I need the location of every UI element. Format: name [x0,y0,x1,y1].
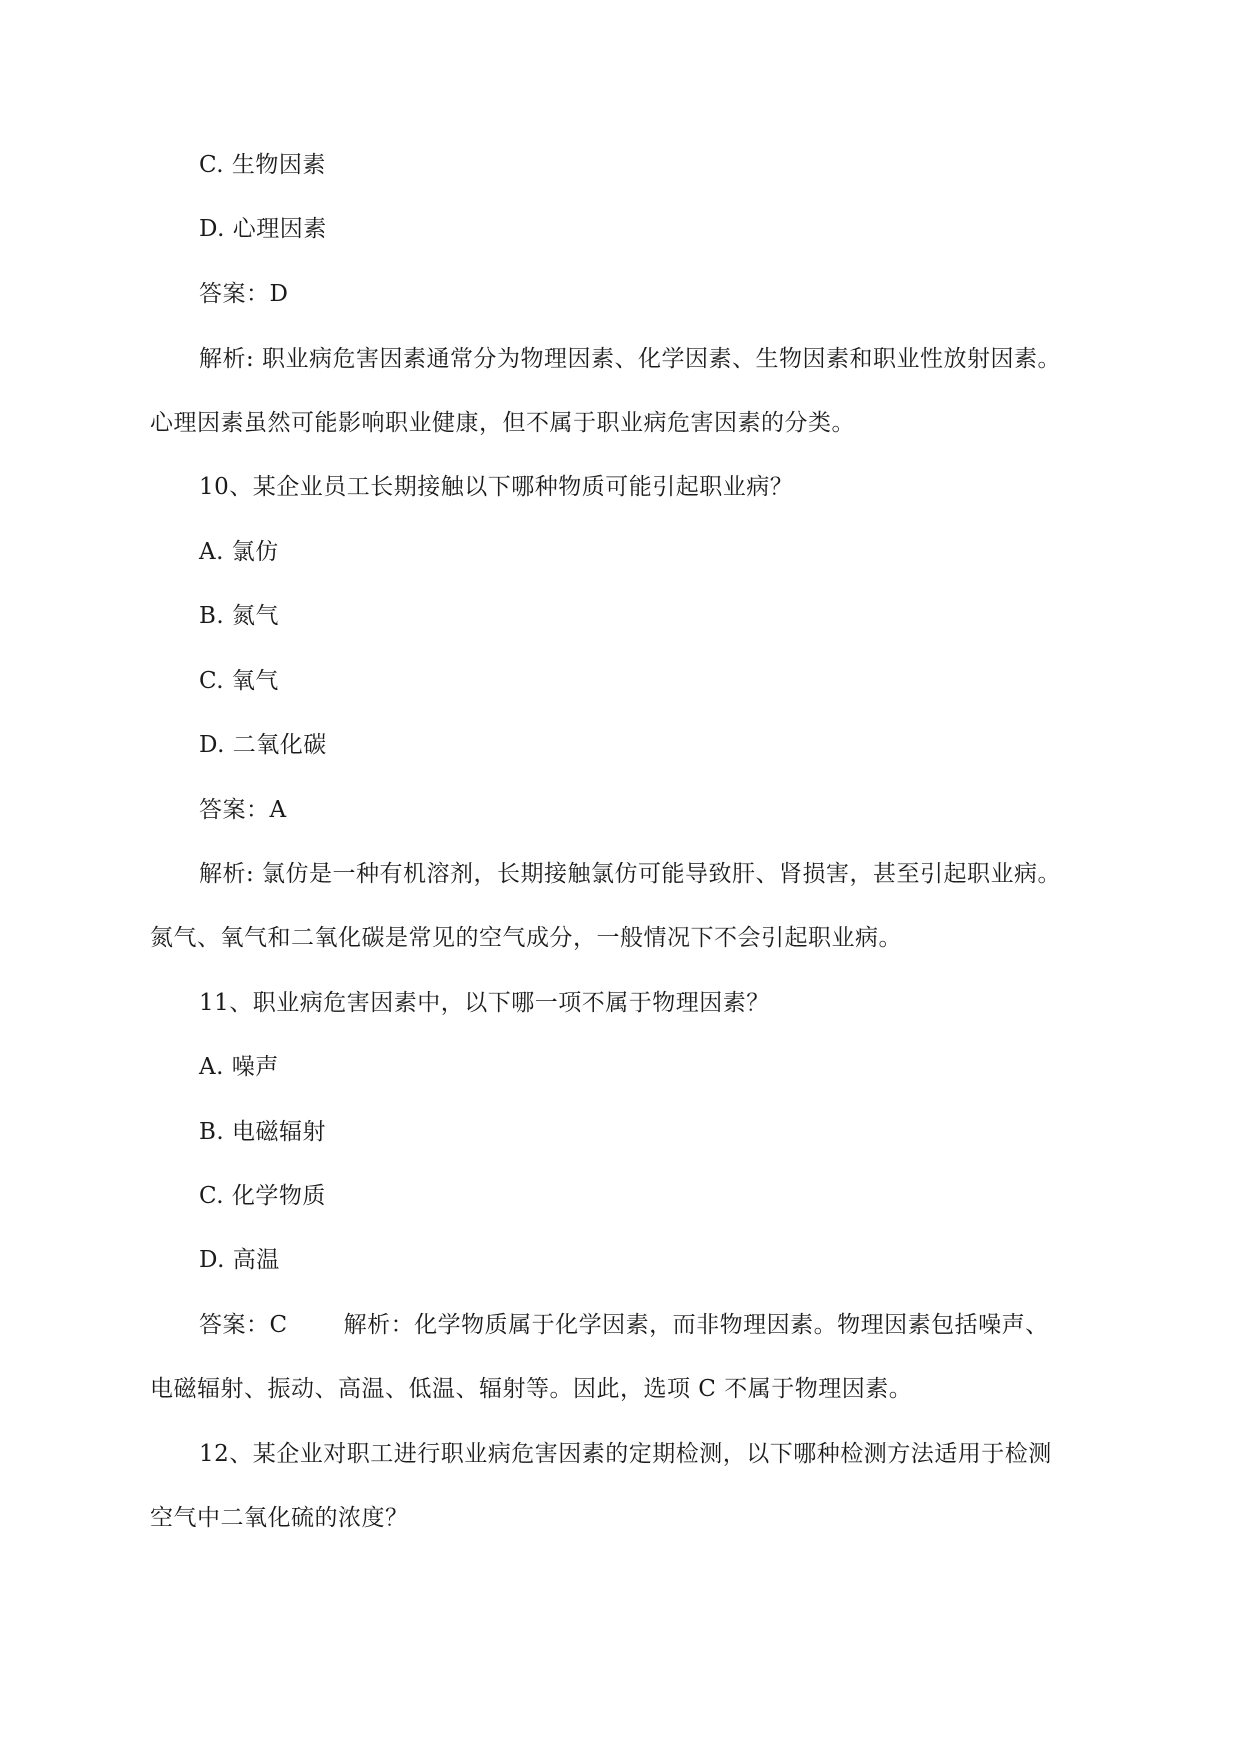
question-12-continued: 空气中二氧化硫的浓度？ [150,1505,409,1531]
option-d: D. 高温 [199,1247,280,1273]
option-c: C. 生物因素 [199,152,326,178]
option-a: A. 噪声 [199,1054,279,1080]
option-d: D. 二氧化碳 [199,732,327,758]
option-b: B. 电磁辐射 [199,1119,327,1145]
explanation-line: 心理因素虽然可能影响职业健康，但不属于职业病危害因素的分类。 [150,410,855,436]
option-d: D. 心理因素 [199,216,327,242]
explanation-line: 氮气、氧气和二氧化碳是常见的空气成分，一般情况下不会引起职业病。 [150,925,902,951]
question-12: 12、某企业对职工进行职业病危害因素的定期检测，以下哪种检测方法适用于检测 [199,1441,1052,1467]
explanation-line: 解析: 氯仿是一种有机溶剂，长期接触氯仿可能导致肝、肾损害，甚至引起职业病。 [199,861,1062,887]
answer-label: 答案：C [199,1312,288,1338]
option-b: B. 氮气 [199,603,280,629]
question-11: 11、职业病危害因素中，以下哪一项不属于物理因素？ [199,990,770,1016]
explanation-text: 解析：化学物质属于化学因素，而非物理因素。物理因素包括噪声、 [343,1312,1049,1338]
answer-line: 答案：A [199,797,287,823]
answer-line: 答案：D [199,281,289,307]
answer-explanation-line [199,1310,1049,1340]
option-c: C. 氧气 [199,668,279,694]
question-10: 10、某企业员工长期接触以下哪种物质可能引起职业病？ [199,474,794,500]
explanation-line: 解析: 职业病危害因素通常分为物理因素、化学因素、生物因素和职业性放射因素。 [199,346,1062,372]
option-a: A. 氯仿 [199,539,279,565]
option-c: C. 化学物质 [199,1183,326,1209]
explanation-line: 电磁辐射、振动、高温、低温、辐射等。因此，选项 C 不属于物理因素。 [150,1376,913,1402]
